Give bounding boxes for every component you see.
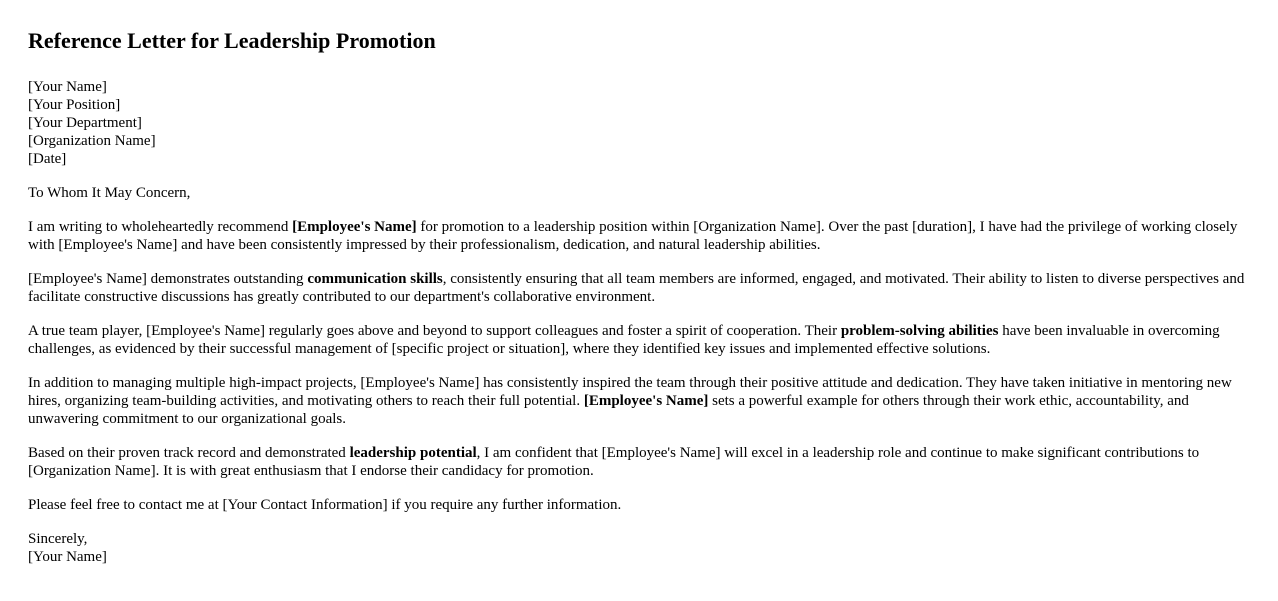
paragraph-contact: Please feel free to contact me at [Your Contact Information] if you require any further information.: [28, 497, 622, 513]
sender-organization: [Organization Name]: [28, 133, 156, 149]
paragraph-recommendation: [28, 218, 1250, 254]
paragraph-projects: [28, 374, 1250, 428]
paragraph-conclusion: [28, 444, 1250, 480]
emphasis-employee-name: [Employee's Name]: [583, 393, 709, 409]
paragraph-text: Based on their proven track record and demonstrated: [28, 445, 350, 461]
sender-date: [Date]: [28, 151, 67, 167]
signature-block: [28, 530, 1250, 566]
emphasis-leadership-potential: leadership potential: [349, 445, 477, 461]
sender-name: [Your Name]: [28, 79, 107, 95]
paragraph-text: have been invaluable in overcoming challenges, as evidenced by their successful management of [specific project or situation], where they identified key issues and implemented effective solutions.: [28, 323, 1220, 357]
paragraph-communication: [28, 270, 1250, 306]
emphasis-problem-solving: problem-solving abilities: [840, 323, 999, 339]
paragraph-text: I am writing to wholeheartedly recommend: [28, 219, 293, 235]
paragraph-text: A true team player, [Employee's Name] regularly goes above and beyond to support colleagues and foster a spirit of cooperation. Their: [28, 323, 841, 339]
closing-name: [Your Name]: [28, 549, 107, 565]
sender-block: [28, 78, 1250, 168]
salutation: To Whom It May Concern,: [28, 185, 191, 201]
paragraph-text: for promotion to a leadership position within [Organization Name]. Over the past [duration], I have had the privilege of working closely with [Employee's Name] and have been consistently impressed by their professionalism, dedication, and natural leadership abilities.: [28, 219, 1238, 253]
closing-signoff: Sincerely,: [28, 531, 88, 547]
letter-title: Reference Letter for Leadership Promotion: [28, 28, 436, 53]
paragraph-text: sets a powerful example for others through their work ethic, accountability, and unwavering commitment to our organizational goals.: [28, 393, 1189, 427]
emphasis-communication-skills: communication skills: [307, 271, 443, 287]
sender-position: [Your Position]: [28, 97, 121, 113]
paragraph-text: In addition to managing multiple high-impact projects, [Employee's Name] has consistently inspired the team through their positive attitude and dedication. They have taken initiative in mentoring new hires, organizing team-building activities, and motivating others to reach their full potential.: [28, 375, 1232, 409]
paragraph-teamwork: [28, 322, 1250, 358]
emphasis-employee-name: [Employee's Name]: [292, 219, 417, 235]
letter-document: [28, 26, 1250, 582]
sender-department: [Your Department]: [28, 115, 142, 131]
paragraph-text: [Employee's Name] demonstrates outstanding: [28, 271, 308, 287]
paragraph-text: , I am confident that [Employee's Name] will excel in a leadership role and continue to make significant contributions to [Organization Name]. It is with great enthusiasm that I endorse their candidacy for promotion.: [28, 445, 1200, 479]
paragraph-text: , consistently ensuring that all team members are informed, engaged, and motivated. Their ability to listen to diverse perspectives and facilitate constructive discussions has greatly contributed to our department's collaborative environment.: [28, 271, 1245, 305]
